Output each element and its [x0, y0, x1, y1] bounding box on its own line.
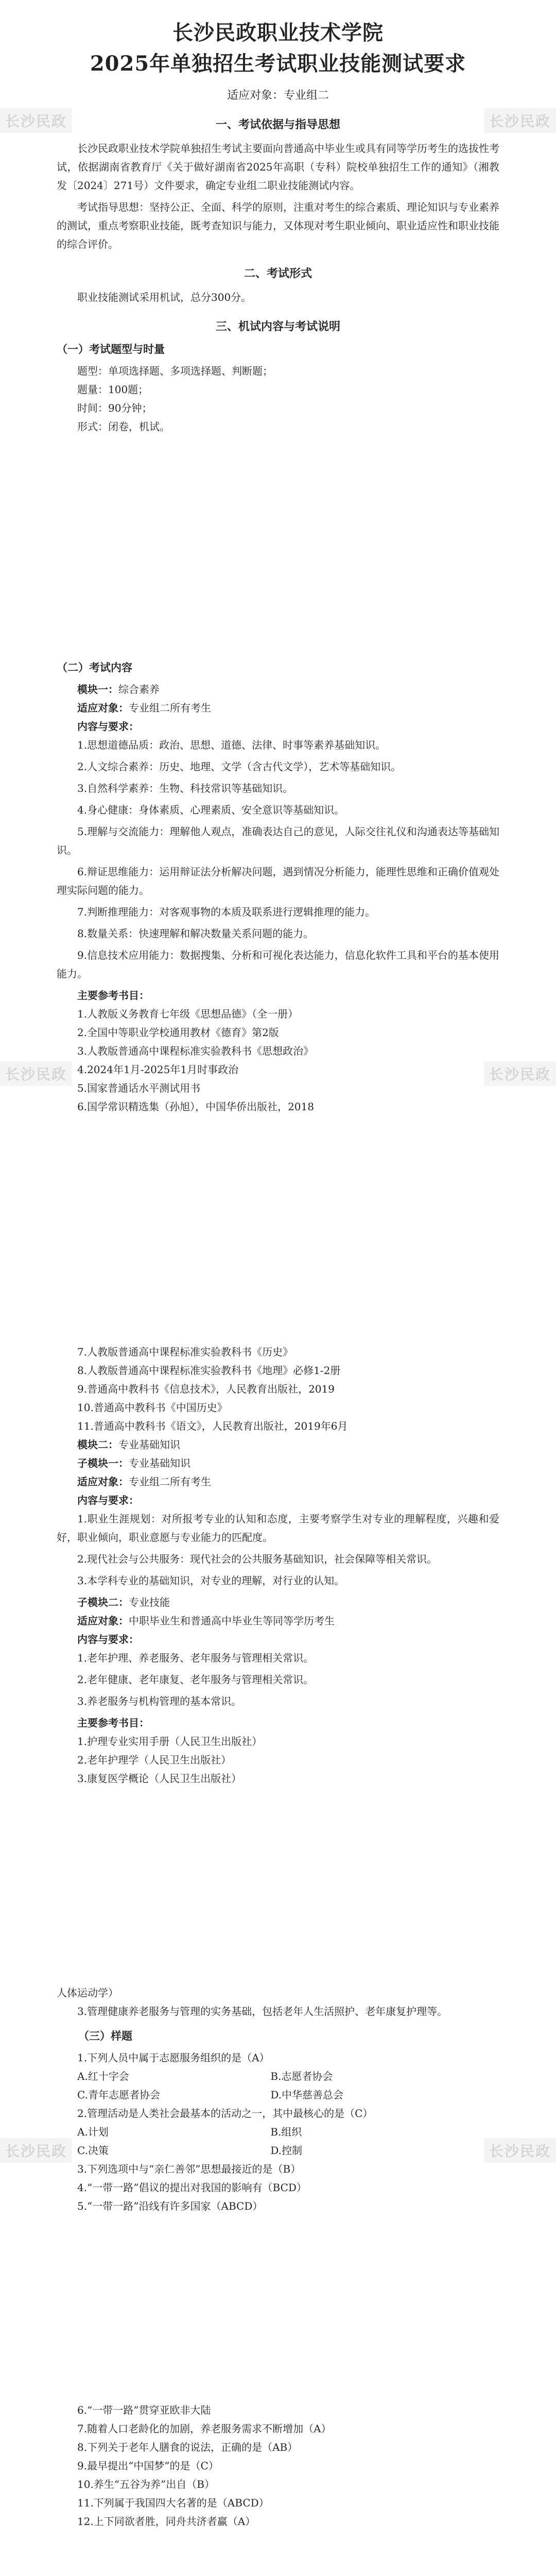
watermark: 长沙民政 [0, 1061, 72, 1086]
label: 模块二： [77, 1438, 118, 1451]
option: A.计划 [77, 2126, 109, 2138]
text-line [57, 1435, 499, 1454]
paragraph: 考试指导思想：坚持公正、全面、科学的原则，注重对考生的综合素质、理论知识与专业素养的测试，重点考察职业技能，既考查知识与能力，又体现对考生职业倾向、职业适应性和职业技能的综合评价。 [57, 201, 499, 250]
reference-item: 10.普通高中教科书《中国历史》 [77, 1401, 228, 1414]
question: 2.管理活动是人类社会最基本的活动之一，其中最核心的是（C） [77, 2107, 373, 2120]
option: B.志愿者协会 [270, 2070, 333, 2082]
document-subtitle: 适应对象：专业组二 [227, 89, 329, 102]
question-options [77, 2123, 499, 2160]
section-title: 二、考试形式 [244, 267, 312, 280]
watermark: 长沙民政 [484, 1061, 556, 1086]
option: D.控制 [270, 2144, 303, 2157]
value: 专业技能 [129, 1596, 170, 1608]
question: 8.下列关于老年人膳食的说法，正确的是（AB） [77, 2441, 298, 2453]
value: 综合素养 [118, 683, 160, 696]
text-line [57, 1454, 499, 1472]
document-title-line1: 长沙民政职业技术学院 [172, 21, 384, 45]
text-line [57, 699, 499, 717]
text-line: 形式：闭卷，机试。 [77, 420, 170, 433]
question: 11.下列属于我国四大名著的是（ABCD） [77, 2497, 269, 2509]
question: 4.“一带一路”倡议的提出对我国的影响有（BCD） [77, 2181, 307, 2194]
list-item: 4.身心健康：身体素质、心理素质、安全意识等基础知识。 [77, 804, 345, 816]
list-item: 3.养老服务与机构管理的基本常识。 [77, 1695, 242, 1707]
value: 专业基础知识 [118, 1438, 180, 1451]
reference-item: 3.人教版普通高中课程标准实验教科书《思想政治》 [77, 1045, 314, 1057]
watermark: 长沙民政 [484, 108, 556, 133]
question: 12.上下同欲者胜，同舟共济者赢（A） [77, 2515, 256, 2528]
watermark: 长沙民政 [0, 2138, 72, 2163]
reference-item: 2.全国中等职业学校通用教材《德育》第2版 [77, 1026, 279, 1039]
reference-item: 9.普通高中教科书《信息技术》，人民教育出版社，2019 [77, 1383, 335, 1395]
question-options [77, 2067, 499, 2104]
label: 主要参考书目： [77, 989, 149, 1002]
text-line [57, 717, 499, 736]
question: 7.随着人口老龄化的加剧，养老服务需求不断增加（A） [77, 2422, 332, 2435]
text-line [57, 1714, 499, 1732]
text-line [57, 1593, 499, 1612]
subsection-title: （二）考试内容 [57, 661, 132, 674]
reference-item: 7.人教版普通高中课程标准实验教科书《历史》 [77, 1346, 293, 1358]
list-item: 8.数量关系：快速理解和解决数量关系问题的能力。 [77, 927, 314, 940]
question: 5.“一带一路”沿线有许多国家（ABCD） [77, 2200, 263, 2212]
option: D.中华慈善总会 [270, 2089, 344, 2101]
label: 主要参考书目： [77, 1717, 149, 1729]
text-line: 题量：100题； [77, 383, 149, 396]
reference-item: 8.人教版普通高中课程标准实验教科书《地理》必修1-2册 [77, 1364, 341, 1377]
label: 适应对象： [77, 702, 129, 714]
list-item: 1.老年护理、养老服务、老年服务与管理相关常识。 [77, 1652, 314, 1664]
document-title-line2: 2025年单独招生考试职业技能测试要求 [90, 52, 466, 76]
list-item: 2.老年健康、老年康复、老年服务与管理相关常识。 [77, 1673, 314, 1686]
paragraph: 职业技能测试采用机试，总分300分。 [77, 291, 252, 303]
section-title: 三、机试内容与考试说明 [215, 320, 340, 333]
question: 9.最早提出“中国梦”的是（C） [77, 2460, 219, 2472]
question: 10.养生“五谷为养”出自（B） [77, 2478, 215, 2490]
reference-item: 2.老年护理学（人民卫生出版社） [77, 1754, 232, 1766]
question: 1.下列人员中属于志愿服务组织的是（A） [77, 2052, 270, 2064]
value: 专业组二所有考生 [129, 702, 211, 714]
reference-item: 6.国学常识精选集（孙旭），中国华侨出版社，2018 [77, 1100, 314, 1113]
paragraph: 长沙民政职业技术学院单独招生考试主要面向普通高中毕业生或具有同等学历考生的选拔性考试，依据湖南省教育厅《关于做好湖南省2025年高职（专科）院校单独招生工作的通知》（湘教发〔2024〕271号）文件要求，确定专业组二职业技能测试内容。 [57, 142, 499, 192]
list-item: 3.自然科学素养：生物、科技常识等基础知识。 [77, 782, 293, 794]
subsection-title: （一）考试题型与时量 [57, 343, 165, 355]
option: A.红十字会 [77, 2070, 129, 2082]
label: 内容与要求： [77, 720, 139, 733]
list-item: 3.本学科专业的基础知识，对专业的理解，对行业的认知。 [77, 1574, 345, 1587]
paragraph: 3.管理健康养老服务与管理的实务基础，包括老年人生活照护、老年康复护理等。 [77, 2005, 448, 2018]
value: 专业基础知识 [129, 1457, 190, 1469]
option: C.青年志愿者协会 [77, 2089, 160, 2101]
list-item: 2.人文综合素养：历史、地理、文学（含古代文学），艺术等基础知识。 [77, 760, 402, 773]
label: 适应对象： [77, 1476, 129, 1488]
option: C.决策 [77, 2144, 109, 2157]
text-line [57, 1491, 499, 1510]
value: 中职毕业生和普通高中毕业生等同等学历考生 [129, 1615, 335, 1627]
label: 子模块一： [77, 1457, 129, 1469]
label: 子模块二： [77, 1596, 129, 1608]
text-line [57, 1630, 499, 1649]
text-line: 题型：单项选择题、多项选择题、判断题； [77, 365, 273, 377]
text-line [57, 1472, 499, 1491]
list-item: 2.现代社会与公共服务：现代社会的公共服务基础知识，社会保障等相关常识。 [77, 1553, 438, 1565]
list-item: 9.信息技术应用能力：数据搜集、分析和可视化表达能力，信息化软件工具和平台的基本使用能力。 [57, 949, 499, 980]
watermark: 长沙民政 [484, 2138, 556, 2163]
value: 专业组二所有考生 [129, 1476, 211, 1488]
list-item: 1.职业生涯规划：对所报考专业的认知和态度，主要考察学生对专业的理解程度，兴趣和爱好，职业倾向，职业意愿与专业能力的匹配度。 [57, 1513, 499, 1544]
reference-item: 3.康复医学概论（人民卫生出版社） [77, 1772, 242, 1785]
question: 3.下列选项中与“亲仁善邻”思想最接近的是（B） [77, 2163, 301, 2175]
list-item: 6.辩证思维能力：运用辩证法分析解决问题，遇到情况分析能力，能理性思维和正确价值观处理实际问题的能力。 [57, 866, 499, 896]
text-line [57, 680, 499, 699]
list-item: 1.思想道德品质：政治、思想、道德、法律、时事等素养基础知识。 [77, 739, 386, 751]
text-line [57, 986, 499, 1005]
reference-item: 1.护理专业实用手册（人民卫生出版社） [77, 1735, 263, 1748]
option: B.组织 [270, 2126, 302, 2138]
text-line [57, 1612, 499, 1630]
reference-item: 4.2024年1月-2025年1月时事政治 [77, 1063, 239, 1076]
label: 内容与要求： [77, 1633, 139, 1646]
label: 内容与要求： [77, 1494, 139, 1506]
list-item: 7.判断推理能力：对客观事物的本质及联系进行逻辑推理的能力。 [77, 906, 376, 918]
watermark: 长沙民政 [0, 108, 72, 133]
list-item: 5.理解与交流能力：理解他人观点，准确表达自己的意见，人际交往礼仪和沟通表达等基础知识。 [57, 825, 499, 856]
label: 适应对象： [77, 1615, 129, 1627]
text-line: 时间：90分钟； [77, 402, 152, 414]
label: 模块一： [77, 683, 118, 696]
subsection-title: （三）样题 [78, 2029, 132, 2042]
section-title: 一、考试依据与指导思想 [215, 118, 340, 131]
reference-item: 11.普通高中教科书《语文》，人民教育出版社，2019年6月 [77, 1420, 348, 1432]
text-line: 人体运动学） [57, 1987, 118, 1999]
reference-item: 5.国家普通话水平测试用书 [77, 1082, 201, 1094]
question: 6.“一带一路”贯穿亚欧非大陆 [77, 2404, 211, 2416]
reference-item: 1.人教版义务教育七年级《思想品德》（全一册） [77, 1008, 299, 1020]
